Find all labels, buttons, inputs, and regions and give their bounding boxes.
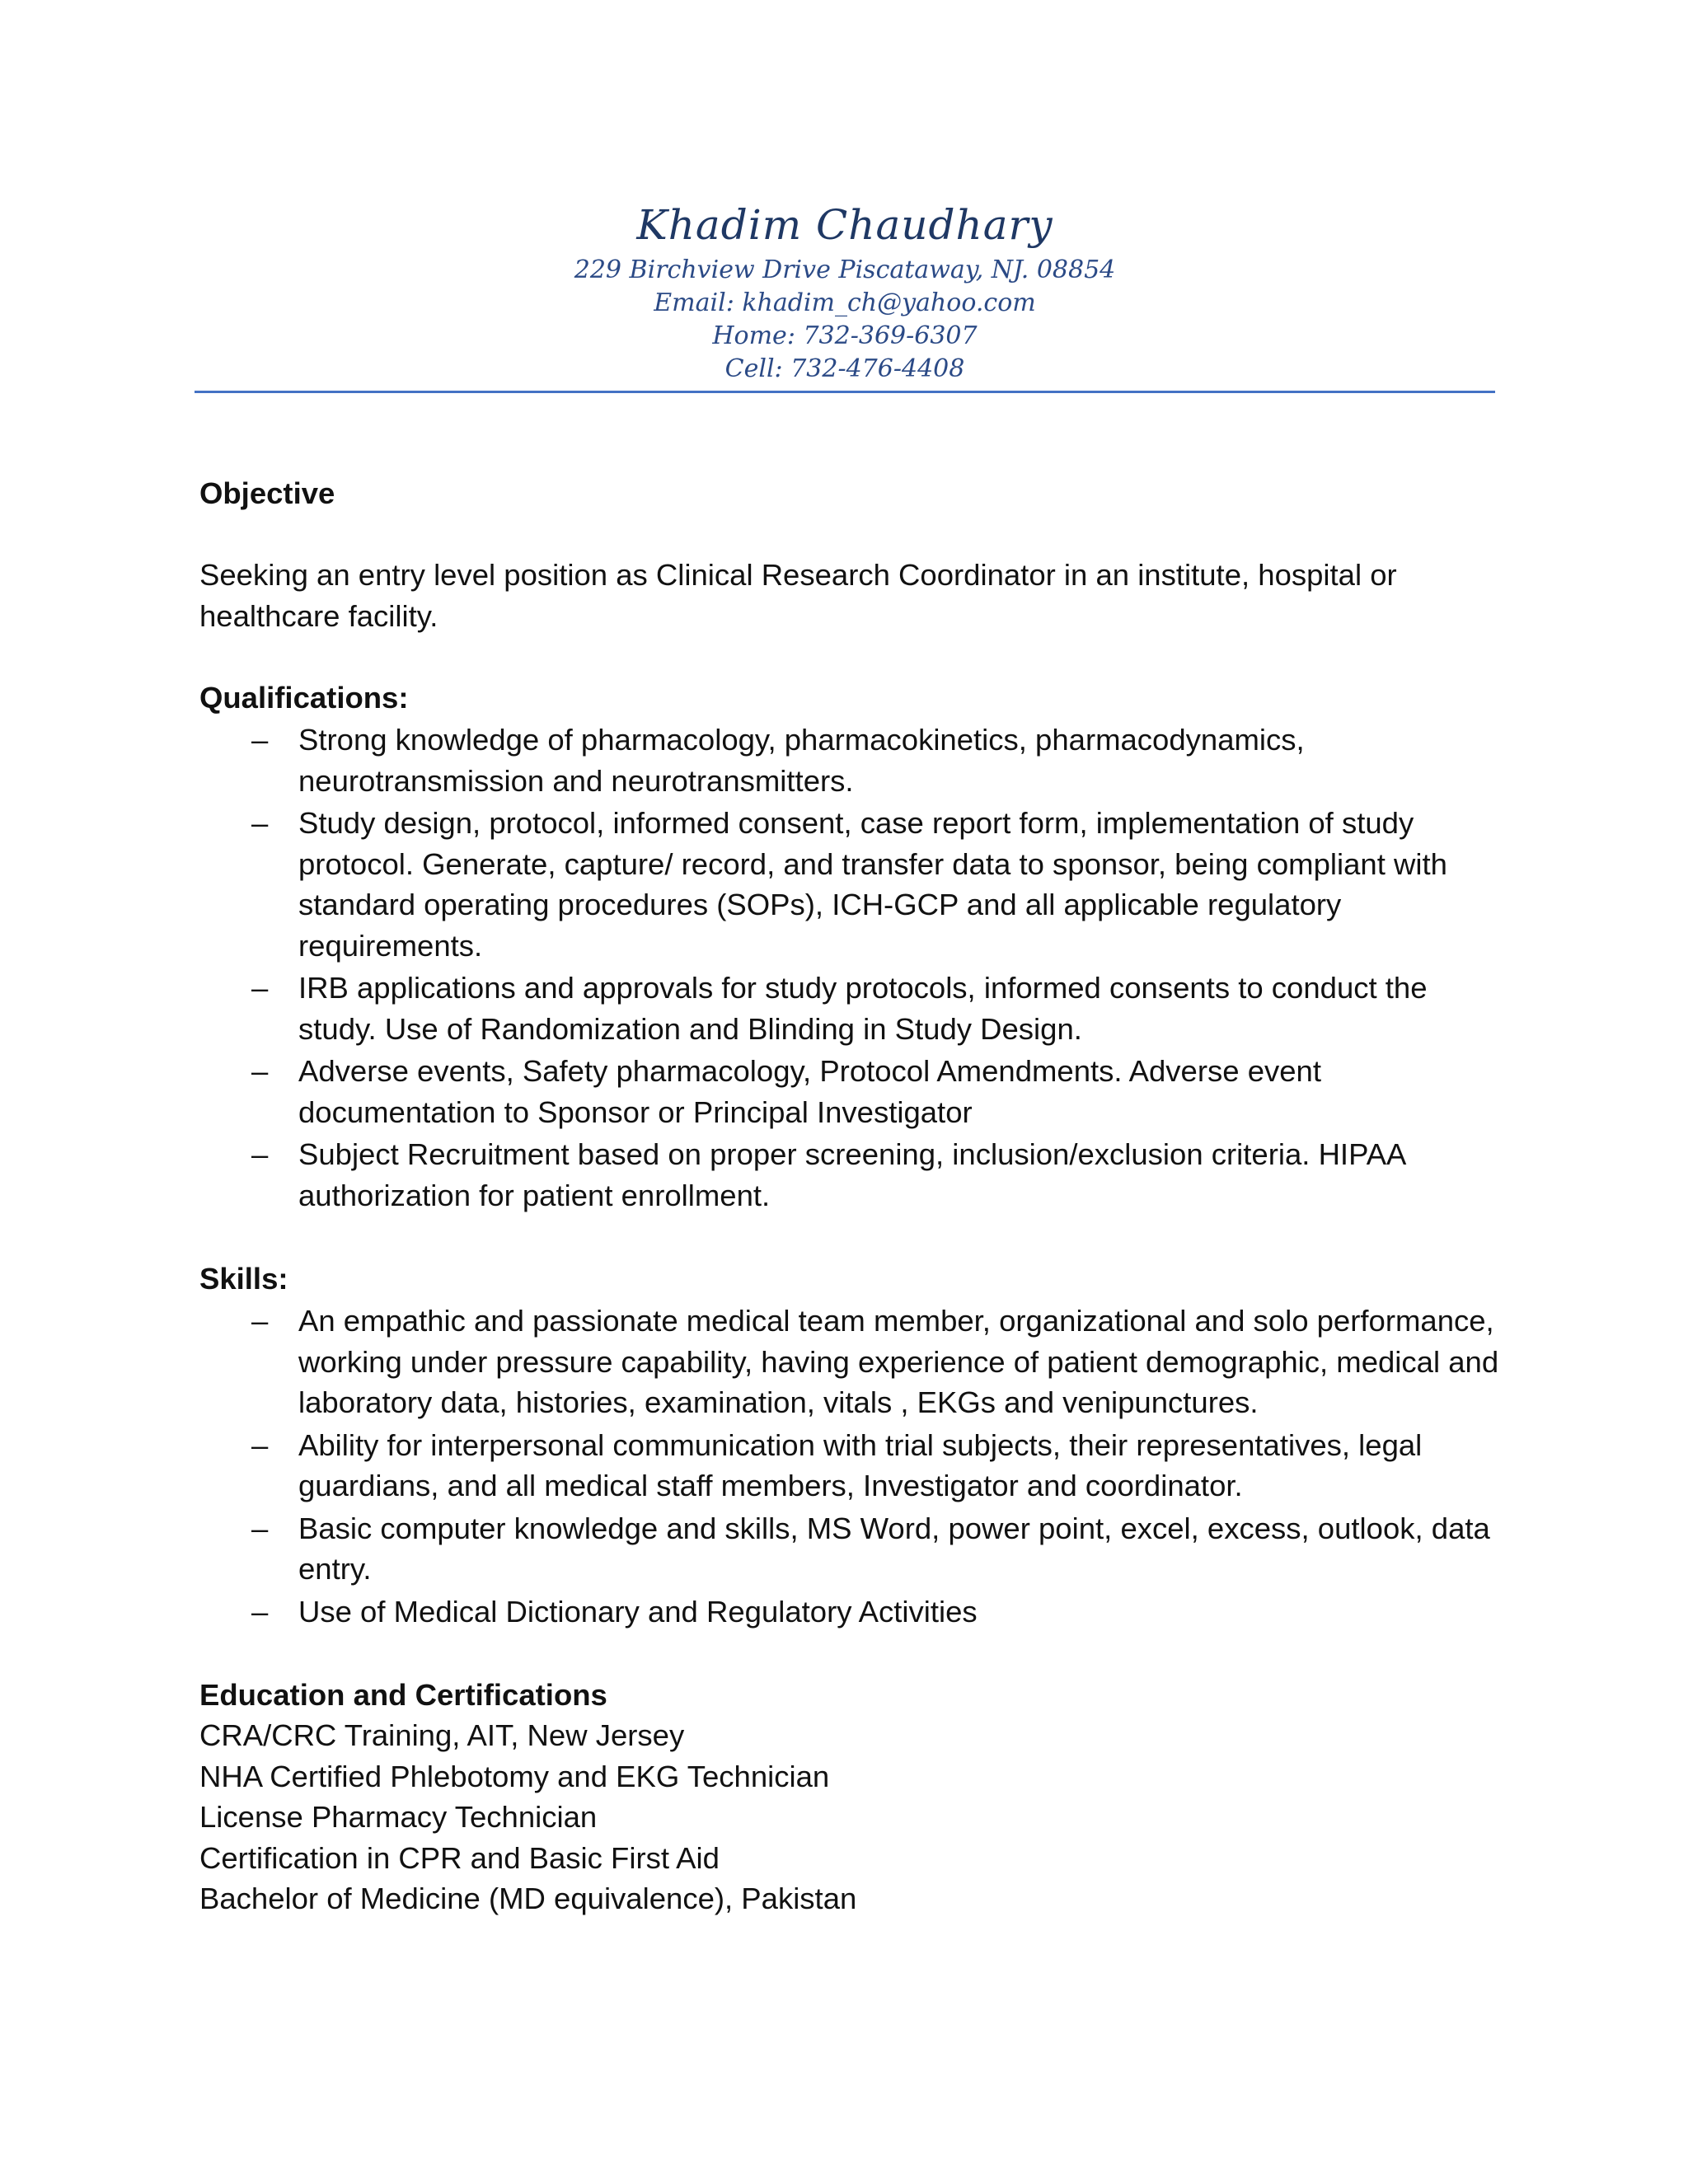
- objective-heading: Objective: [199, 476, 335, 510]
- list-item: [199, 1051, 1502, 1132]
- education-item: NHA Certified Phlebotomy and EKG Technician: [199, 1759, 830, 1793]
- list-item: [199, 1301, 1502, 1423]
- spacer: [199, 1217, 1502, 1258]
- qualifications-heading: Qualifications:: [199, 680, 409, 715]
- qualifications-list: [199, 719, 1502, 1216]
- spacer: [199, 636, 1502, 677]
- dash-bullet: –: [251, 1594, 269, 1629]
- list-item: [199, 803, 1502, 966]
- spacer: [199, 1633, 1502, 1675]
- list-item: [199, 719, 1502, 801]
- education-item: License Pharmacy Technician: [199, 1800, 598, 1834]
- list-item-text: Strong knowledge of pharmacology, pharmacokinetics, pharmacodynamics, neurotransmission and neurotransmitters.: [298, 723, 1305, 798]
- dash-bullet: –: [251, 806, 269, 840]
- list-item-text: Adverse events, Safety pharmacology, Protocol Amendments. Adverse event documentation to Sponsor or Principal Investigator: [298, 1054, 1321, 1129]
- list-item: [199, 1508, 1502, 1590]
- dash-bullet: –: [251, 723, 269, 757]
- education-item: Certification in CPR and Basic First Aid: [199, 1840, 720, 1875]
- dash-bullet: –: [251, 1054, 269, 1088]
- skills-heading: Skills:: [199, 1261, 288, 1296]
- dash-bullet: –: [251, 1427, 269, 1462]
- education-item: Bachelor of Medicine (MD equivalence), Pakistan: [199, 1882, 857, 1915]
- header-divider: [195, 391, 1495, 393]
- dash-bullet: –: [251, 1137, 269, 1171]
- list-item-text: Subject Recruitment based on proper screening, inclusion/exclusion criteria. HIPAA authorization for patient enrollment.: [298, 1137, 1405, 1212]
- dash-bullet: –: [251, 1304, 269, 1338]
- address-line: 229 Birchview Drive Piscataway, NJ. 08854: [574, 255, 1116, 284]
- list-item-text: An empathic and passionate medical team member, organizational and solo performance, working under pressure capability, having experience of patient demographic, medical and laboratory data, histories, examination, vitals , EKGs and venipunctures.: [298, 1304, 1499, 1419]
- list-item-text: Basic computer knowledge and skills, MS Word, power point, excel, excess, outlook, data entry.: [298, 1511, 1490, 1586]
- resume-body: [199, 473, 1502, 1919]
- objective-text: Seeking an entry level position as Clinical Research Coordinator in an institute, hospital or healthcare facility.: [199, 558, 1397, 633]
- cell-phone-line: Cell: 732-476-4408: [724, 354, 965, 383]
- home-phone-line: Home: 732-369-6307: [712, 321, 978, 350]
- list-item-text: IRB applications and approvals for study protocols, informed consents to conduct the study. Use of Randomization and Blinding in Study Design.: [298, 971, 1428, 1046]
- list-item: [199, 968, 1502, 1049]
- dash-bullet: –: [251, 1511, 269, 1545]
- list-item-text: Study design, protocol, informed consent, case report form, implementation of study protocol. Generate, capture/ record, and transfer data to sponsor, being compliant with standard operating procedures (SOPs), ICH-GCP and all applicable regulatory requirements.: [298, 806, 1447, 963]
- spacer: [199, 514, 1502, 555]
- list-item-text: Ability for interpersonal communication with trial subjects, their representatives, legal guardians, and all medical staff members, Investigator and coordinator.: [298, 1427, 1423, 1502]
- email-line: Email: khadim_ch@yahoo.com: [654, 288, 1036, 317]
- education-heading: Education and Certifications: [199, 1677, 607, 1712]
- dash-bullet: –: [251, 971, 269, 1005]
- list-item: [199, 1591, 1502, 1633]
- education-item: CRA/CRC Training, AIT, New Jersey: [199, 1718, 685, 1752]
- list-item: [199, 1134, 1502, 1216]
- skills-list: [199, 1301, 1502, 1632]
- list-item-text: Use of Medical Dictionary and Regulatory Activities: [298, 1594, 978, 1629]
- resume-header: [195, 196, 1495, 386]
- candidate-name: Khadim Chaudhary: [636, 201, 1053, 249]
- list-item: [199, 1425, 1502, 1507]
